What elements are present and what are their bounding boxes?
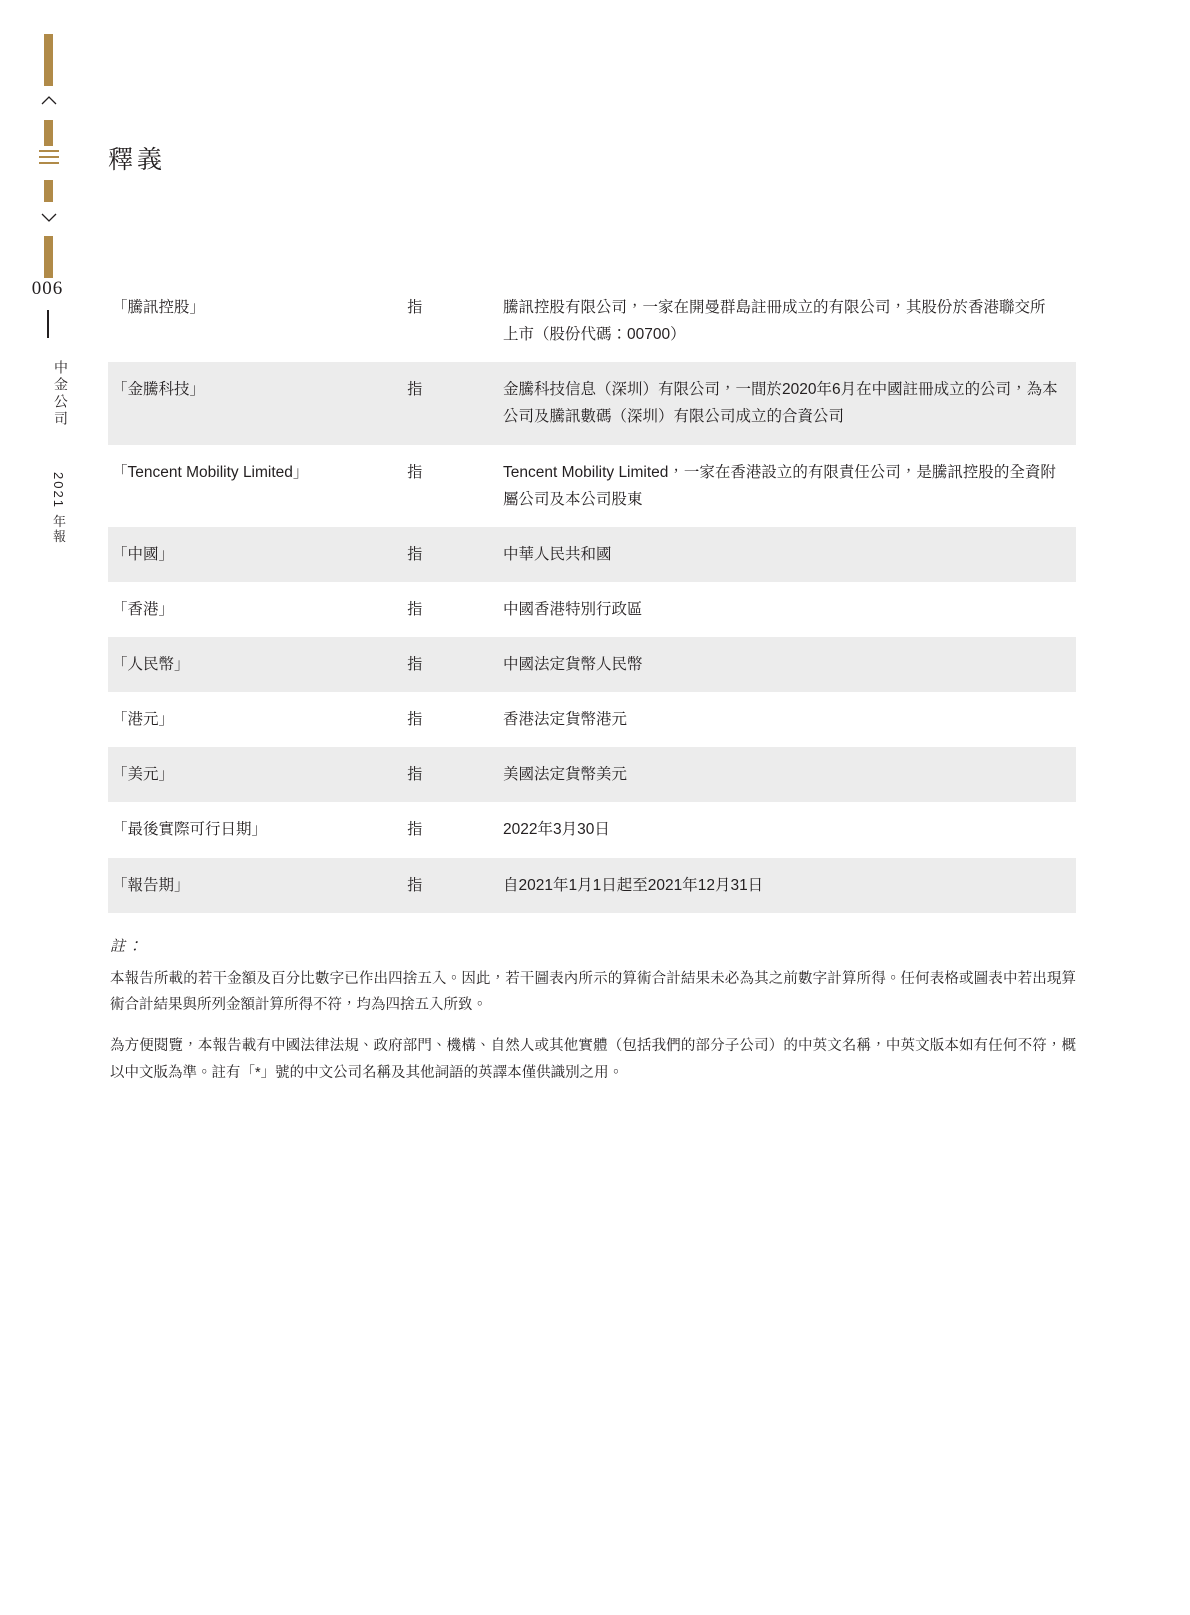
page-number: 006	[31, 278, 64, 299]
table-row	[108, 362, 1076, 444]
definition-description: 騰訊控股有限公司，一家在開曼群島註冊成立的有限公司，其股份於香港聯交所上市（股份代碼：00700）	[503, 299, 1046, 344]
note-paragraph: 為方便閱覽，本報告載有中國法律法規、政府部門、機構、自然人或其他實體（包括我們的部分子公司）的中英文名稱，中英文版本如有任何不符，概以中文版為準。註有「*」號的中文公司名稱及其他詞語的英譯本僅供識別之用。	[110, 1038, 1076, 1082]
definition-term: 「騰訊控股」	[112, 299, 206, 316]
definition-means: 指	[407, 299, 423, 316]
rail-publisher-label: 中金公司	[53, 360, 69, 428]
definition-description: 中華人民共和國	[497, 527, 1076, 582]
definition-means: 指	[407, 463, 423, 481]
definition-term: 「最後實際可行日期」	[112, 821, 268, 839]
definition-term: 「美元」	[108, 747, 407, 802]
left-rail	[0, 0, 95, 1615]
definition-description: 香港法定貨幣港元	[503, 711, 628, 729]
definition-term: 「報告期」	[108, 858, 407, 913]
definition-means: 指	[407, 747, 497, 802]
page-title: 釋義	[108, 147, 167, 174]
rail-accent-bar-1	[44, 34, 53, 86]
chevron-up-icon[interactable]	[40, 92, 58, 110]
table-row	[108, 445, 1076, 527]
definition-term: 「Tencent Mobility Limited」	[112, 463, 309, 481]
menu-icon[interactable]	[39, 150, 59, 168]
rail-accent-bar-4	[44, 236, 53, 278]
table-row	[108, 692, 1076, 747]
notes-section	[108, 935, 1076, 1087]
definition-term: 「金騰科技」	[108, 362, 407, 444]
table-row	[108, 280, 1076, 362]
definitions-table	[108, 280, 1076, 913]
rail-accent-bar-2	[44, 120, 53, 146]
definition-term: 「港元」	[112, 711, 175, 729]
definition-term: 「中國」	[108, 527, 407, 582]
definition-description: 美國法定貨幣美元	[497, 747, 1076, 802]
definition-description: 自2021年1月1日起至2021年12月31日	[497, 858, 1076, 913]
definition-description: 金騰科技信息（深圳）有限公司，一間於2020年6月在中國註冊成立的公司，為本公司及騰訊數碼（深圳）有限公司成立的合資公司	[497, 362, 1076, 444]
definition-description: 2022年3月30日	[503, 821, 610, 839]
definition-description: 中國法定貨幣人民幣	[497, 637, 1076, 692]
definition-means: 指	[407, 637, 497, 692]
definition-means: 指	[407, 858, 497, 913]
definition-term: 「香港」	[112, 600, 175, 618]
table-row	[108, 747, 1076, 802]
table-row	[108, 582, 1076, 637]
rail-year-label: 2021 年報	[51, 472, 66, 545]
definitions-table-body	[108, 280, 1076, 913]
rail-accent-bar-3	[44, 180, 53, 202]
definition-term: 「人民幣」	[108, 637, 407, 692]
page-content	[108, 0, 1078, 1101]
notes-label: 註：	[110, 938, 145, 955]
page-number-rule	[47, 310, 49, 338]
definition-description: Tencent Mobility Limited，一家在香港設立的有限責任公司，是騰訊控股的全資附屬公司及本公司股東	[503, 463, 1056, 508]
table-row	[108, 527, 1076, 582]
definition-means: 指	[407, 527, 497, 582]
definition-description: 中國香港特別行政區	[503, 600, 643, 618]
note-paragraph: 本報告所載的若干金額及百分比數字已作出四捨五入。因此，若干圖表內所示的算術合計結果未必為其之前數字計算所得。任何表格或圖表中若出現算術合計結果與所列金額計算所得不符，均為四捨五入所致。	[110, 970, 1076, 1014]
table-row	[108, 802, 1076, 857]
definition-means: 指	[407, 711, 423, 729]
definition-means: 指	[407, 600, 423, 618]
definition-means: 指	[407, 821, 423, 839]
definition-means: 指	[407, 362, 497, 444]
table-row	[108, 858, 1076, 913]
chevron-down-icon[interactable]	[40, 208, 58, 226]
table-row	[108, 637, 1076, 692]
